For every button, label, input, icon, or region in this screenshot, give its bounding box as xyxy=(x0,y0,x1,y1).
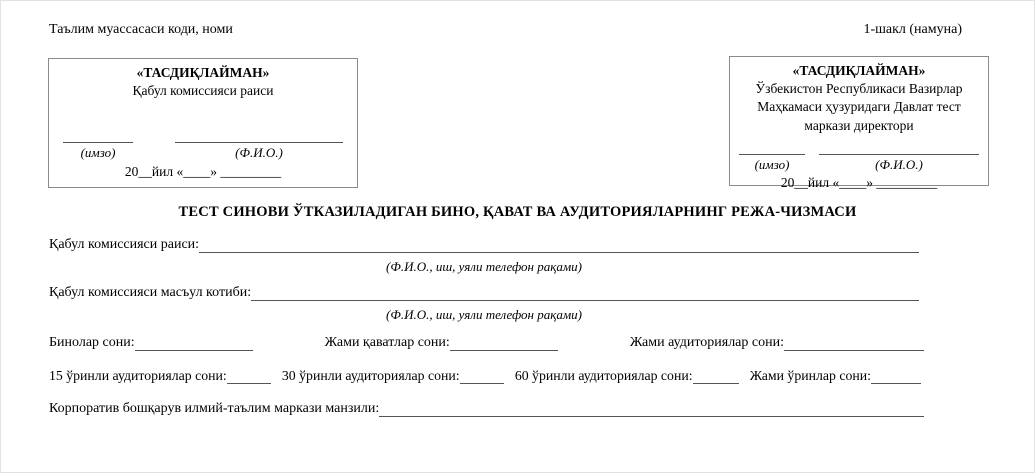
signature-column xyxy=(63,130,133,162)
field-row-seats xyxy=(49,368,921,384)
secretary-blank-line[interactable] xyxy=(251,286,919,301)
seats-30-blank-line[interactable] xyxy=(460,369,504,384)
field-row-secretary xyxy=(49,285,919,301)
name-caption: (Ф.И.О.) xyxy=(875,156,923,172)
seats-30-label: 30 ўринли аудиториялар сони: xyxy=(281,368,460,383)
field-floors xyxy=(325,335,558,351)
chairman-label: Қабул комиссияси раиси: xyxy=(49,237,200,252)
approval-subtitle: Ўзбекистон Республикаси Вазирлар Маҳкамаси ҳузуридаги Давлат тест маркази директори xyxy=(755,81,963,133)
signature-row xyxy=(49,130,357,162)
institution-code-label: Таълим муассасаси коди, номи xyxy=(49,22,233,37)
signature-column xyxy=(739,142,805,174)
field-seats-60 xyxy=(515,368,739,384)
buildings-label: Бинолар сони: xyxy=(49,335,135,350)
secretary-label: Қабул комиссияси масъул котиби: xyxy=(49,285,252,300)
name-blank-line[interactable] xyxy=(819,142,979,155)
form-number-label: 1-шакл (намуна) xyxy=(863,22,962,37)
signature-blank-line[interactable] xyxy=(63,130,133,143)
field-seats-30 xyxy=(282,368,504,384)
seats-15-label: 15 ўринли аудиториялар сони: xyxy=(49,368,227,383)
document-title: ТЕСТ СИНОВИ ЎТКАЗИЛАДИГАН БИНО, ҚАВАТ ВА АУДИТОРИЯЛАРНИНГ РЕЖА-ЧИЗМАСИ xyxy=(178,204,857,220)
chairman-blank-line[interactable] xyxy=(199,238,919,253)
date-blank-line[interactable]: 20__йил «____» _________ xyxy=(124,163,282,179)
field-total-seats xyxy=(750,368,921,384)
total-seats-blank-line[interactable] xyxy=(871,369,921,384)
seats-60-blank-line[interactable] xyxy=(693,369,739,384)
signature-caption: (имзо) xyxy=(80,145,116,161)
name-caption: (Ф.И.О.) xyxy=(235,145,283,161)
secretary-hint: (Ф.И.О., иш, уяли телефон рақами) xyxy=(386,307,582,322)
signature-caption: (имзо) xyxy=(754,156,790,172)
seats-60-label: 60 ўринли аудиториялар сони: xyxy=(514,368,693,383)
field-seats-15 xyxy=(49,368,271,384)
name-column xyxy=(175,130,343,162)
approval-subtitle: Қабул комиссияси раиси xyxy=(132,83,274,99)
floors-label: Жами қаватлар сони: xyxy=(324,335,450,350)
auditoriums-blank-line[interactable] xyxy=(784,336,924,351)
seats-15-blank-line[interactable] xyxy=(227,369,271,384)
field-row-counts xyxy=(49,335,924,351)
buildings-blank-line[interactable] xyxy=(135,336,253,351)
name-blank-line[interactable] xyxy=(175,130,343,143)
field-row-chairman xyxy=(49,237,919,253)
floors-blank-line[interactable] xyxy=(450,336,558,351)
chairman-hint: (Ф.И.О., иш, уяли телефон рақами) xyxy=(386,259,582,274)
approval-box-commission-chairman xyxy=(48,58,358,188)
signature-blank-line[interactable] xyxy=(739,142,805,155)
approval-title: «ТАСДИҚЛАЙМАН» xyxy=(136,65,270,80)
signature-row xyxy=(730,142,988,174)
field-row-address xyxy=(49,401,924,417)
total-seats-label: Жами ўринлар сони: xyxy=(749,368,871,383)
name-column xyxy=(819,142,979,174)
field-buildings xyxy=(49,335,253,351)
date-blank-line[interactable]: 20__йил «____» _________ xyxy=(780,175,938,191)
address-label: Корпоратив бошқарув илмий-таълим маркази манзили: xyxy=(49,401,380,416)
approval-title: «ТАСДИҚЛАЙМАН» xyxy=(792,63,926,78)
approval-box-test-center-director xyxy=(729,56,989,191)
address-blank-line[interactable] xyxy=(379,402,924,417)
field-auditoriums xyxy=(630,335,924,351)
auditoriums-label: Жами аудиториялар сони: xyxy=(629,335,784,350)
